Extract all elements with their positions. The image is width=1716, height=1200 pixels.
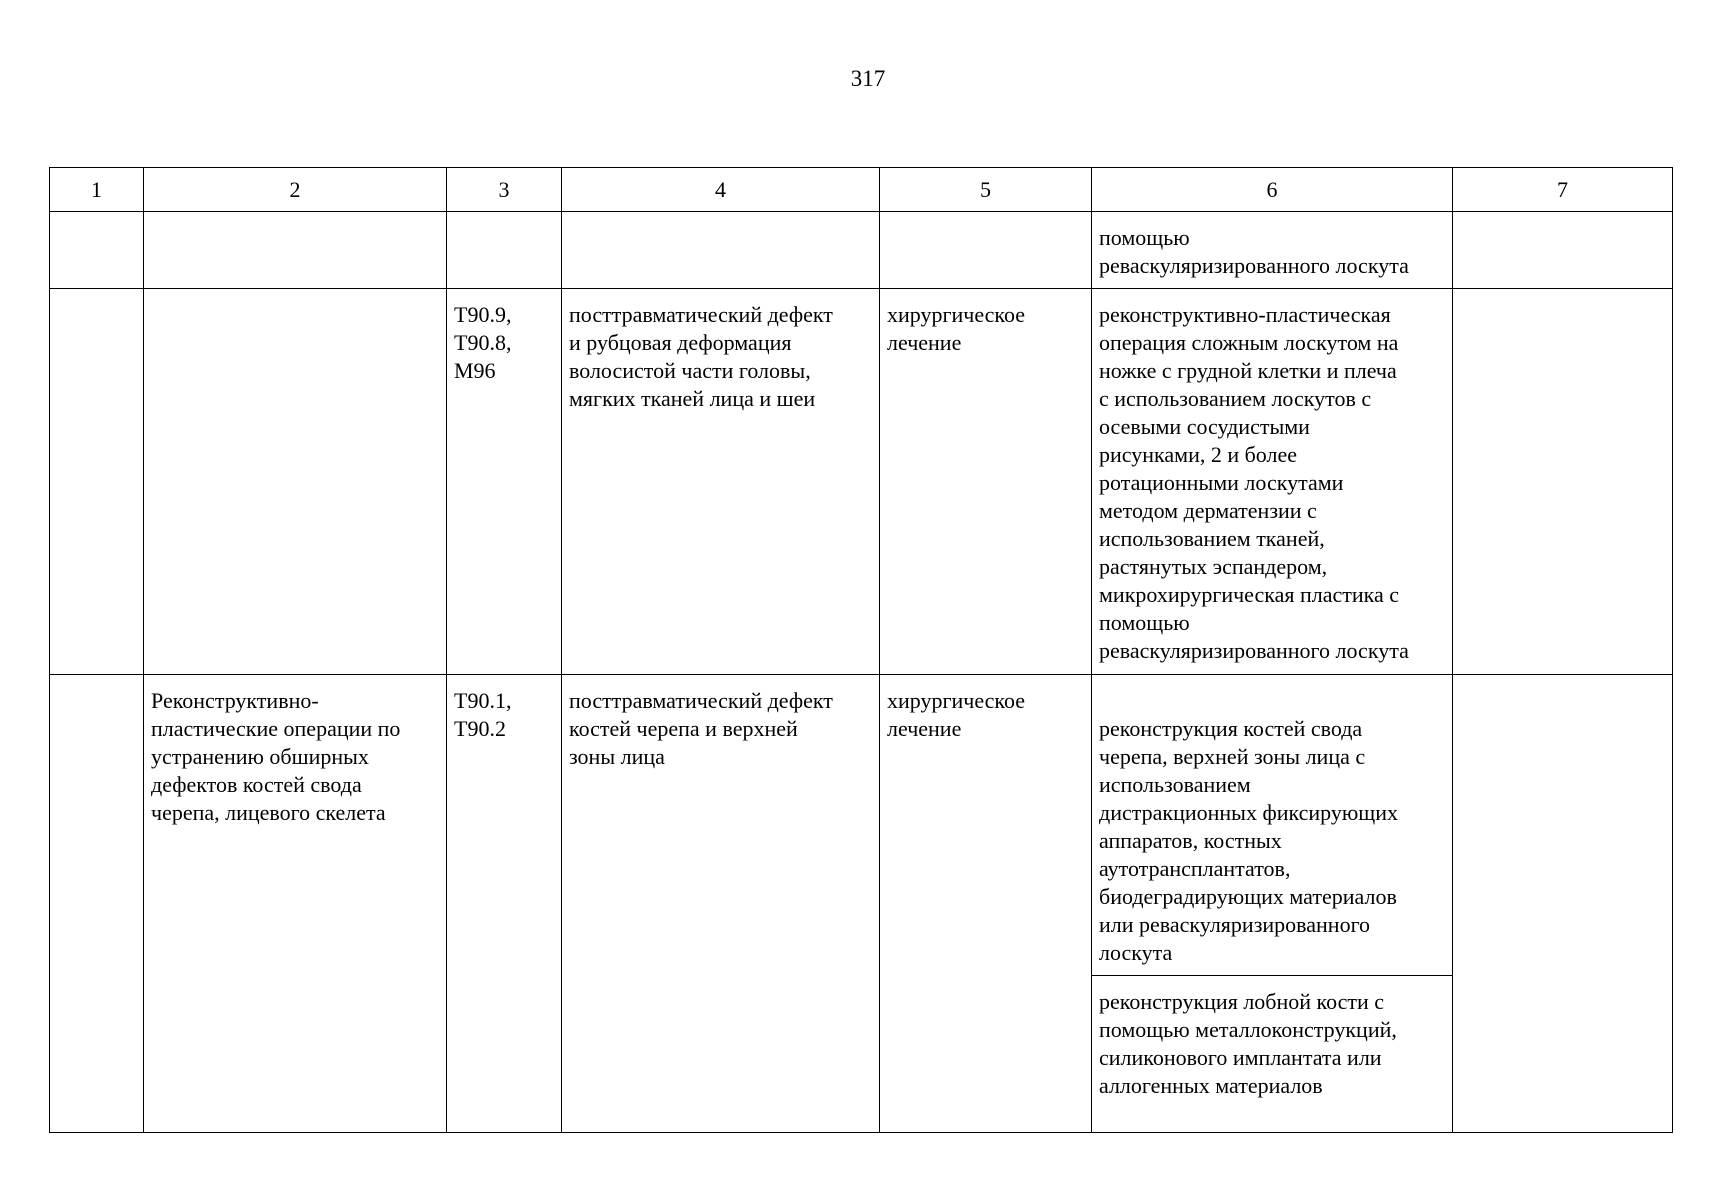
- table-row: [50, 212, 1673, 289]
- column-header: 3: [447, 168, 562, 212]
- table-row: [50, 675, 1673, 1133]
- table-cell: посттравматический дефект костей черепа и верхней зоны лица: [562, 675, 880, 1133]
- table-cell: [144, 212, 447, 289]
- column-header: 5: [880, 168, 1092, 212]
- table-cell: хирургическое лечение: [880, 289, 1092, 675]
- page-number: 317: [850, 66, 886, 91]
- table-cell: T90.1, T90.2: [447, 675, 562, 1133]
- table-cell: [50, 212, 144, 289]
- table-cell: помощью реваскуляризированного лоскута: [1092, 212, 1453, 289]
- table-cell: [1453, 289, 1673, 675]
- table-cell: [562, 212, 880, 289]
- table-cell: хирургическое лечение: [880, 675, 1092, 1133]
- column-header: 7: [1453, 168, 1673, 212]
- column-header: 6: [1092, 168, 1453, 212]
- table-cell: реконструктивно-пластическая операция сложным лоскутом на ножке с грудной клетки и плеча с использованием лоскутов с осевыми сосудистыми рисунками, 2 и более ротационными лоскутами методом дерматензии с использованием тканей, растянутых эспандером, микрохирургическая пластика с помощью реваскуляризированного лоскута: [1092, 289, 1453, 675]
- split-cell-container: [1092, 703, 1452, 1104]
- document-table: [49, 167, 1673, 1133]
- column-header: 2: [144, 168, 447, 212]
- column-header: 1: [50, 168, 144, 212]
- table-cell: Реконструктивно- пластические операции по устранению обширных дефектов костей свода черепа, лицевого скелета: [144, 675, 447, 1133]
- table-cell: [447, 212, 562, 289]
- table-cell: T90.9, T90.8, M96: [447, 289, 562, 675]
- column-header: 4: [562, 168, 880, 212]
- table-cell: [50, 289, 144, 675]
- table-cell: посттравматический дефект и рубцовая деформация волосистой части головы, мягких тканей лица и шеи: [562, 289, 880, 675]
- sub-cell-lower: реконструкция лобной кости с помощью металлоконструкций, силиконового имплантата или аллогенных материалов: [1092, 975, 1452, 1104]
- split-cell: [1092, 675, 1453, 1133]
- table-header-row: [50, 168, 1673, 212]
- table-row: [50, 289, 1673, 675]
- table-cell: [1453, 212, 1673, 289]
- table-cell: [144, 289, 447, 675]
- sub-cell-upper: реконструкция костей свода черепа, верхней зоны лица с использованием дистракционных фиксирующих аппаратов, костных аутотрансплантатов, биодеградирующих материалов или реваскуляризированного лоскута: [1099, 716, 1399, 965]
- table-cell: [50, 675, 144, 1133]
- table-cell: [1453, 675, 1673, 1133]
- table-cell: [880, 212, 1092, 289]
